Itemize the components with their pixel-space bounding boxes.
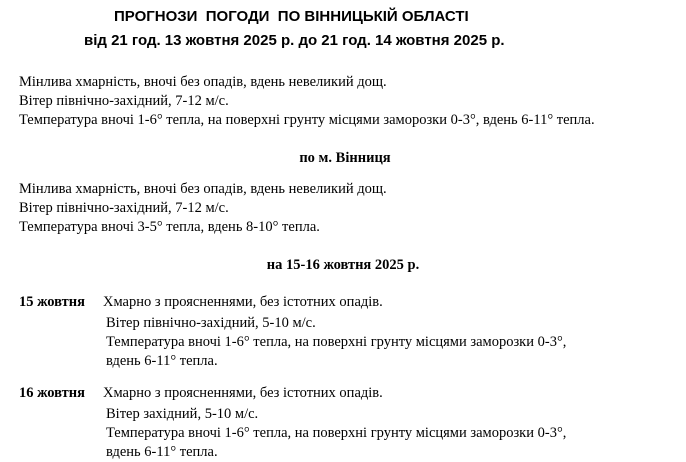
day-line-wind: Вітер західний, 5-10 м/с. xyxy=(106,406,259,422)
region-forecast xyxy=(19,73,595,130)
title-line-1: ПРОГНОЗИ ПОГОДИ ПО ВІННИЦЬКІЙ ОБЛАСТІ xyxy=(114,8,469,25)
region-line-clouds: Мінлива хмарність, вночі без опадів, вдень невеликий дощ. xyxy=(19,74,387,90)
day-line-temperature: Температура вночі 1-6° тепла, на поверхні грунту місцями заморозки 0-3°, xyxy=(106,334,567,350)
day-label: 16 жовтня xyxy=(19,385,85,401)
region-line-temperature: Температура вночі 1-6° тепла, на поверхні грунту місцями заморозки 0-3°, вдень 6-11° тепла. xyxy=(19,112,595,128)
day-line-temperature-day: вдень 6-11° тепла. xyxy=(106,353,218,369)
city-heading: по м. Вінниця xyxy=(299,150,391,166)
title-line-2: від 21 год. 13 жовтня 2025 р. до 21 год. 14 жовтня 2025 р. xyxy=(84,32,505,49)
day-line-clouds: Хмарно з проясненнями, без істотних опадів. xyxy=(103,385,383,401)
city-line-clouds: Мінлива хмарність, вночі без опадів, вдень невеликий дощ. xyxy=(19,181,387,197)
day-line-temperature-day: вдень 6-11° тепла. xyxy=(106,444,218,460)
day-label: 15 жовтня xyxy=(19,294,85,310)
outlook-heading: на 15-16 жовтня 2025 р. xyxy=(266,257,420,273)
city-forecast xyxy=(19,180,387,237)
region-line-wind: Вітер північно-західний, 7-12 м/с. xyxy=(19,93,229,109)
city-line-temperature: Температура вночі 3-5° тепла, вдень 8-10° тепла. xyxy=(19,219,320,235)
day-line-clouds: Хмарно з проясненнями, без істотних опадів. xyxy=(103,294,383,310)
day-line-wind: Вітер північно-західний, 5-10 м/с. xyxy=(106,315,316,331)
city-line-wind: Вітер північно-західний, 7-12 м/с. xyxy=(19,200,229,216)
day-line-temperature: Температура вночі 1-6° тепла, на поверхні грунту місцями заморозки 0-3°, xyxy=(106,425,567,441)
